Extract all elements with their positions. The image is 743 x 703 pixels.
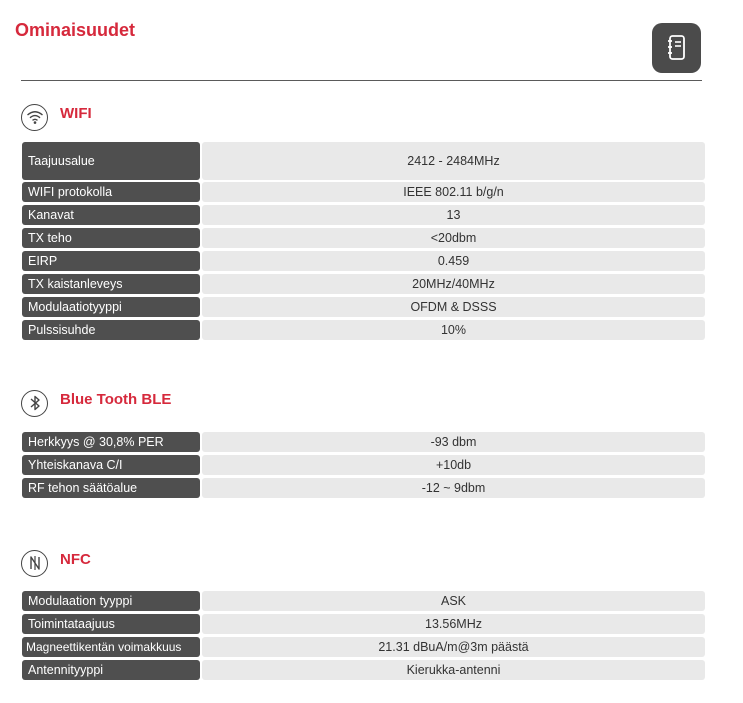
spec-label: TX kaistanleveys xyxy=(22,274,200,294)
wifi-icon xyxy=(21,104,48,131)
document-icon xyxy=(665,34,689,62)
spec-value: +10db xyxy=(202,455,705,475)
spec-label: Yhteiskanava C/I xyxy=(22,455,200,475)
spec-label: EIRP xyxy=(22,251,200,271)
bluetooth-icon xyxy=(21,390,48,417)
spec-value: -93 dbm xyxy=(202,432,705,452)
spec-label: Antennityyppi xyxy=(22,660,200,680)
wifi-spec-table xyxy=(22,142,705,340)
spec-row xyxy=(22,455,705,475)
spec-row xyxy=(22,637,705,657)
spec-value: 2412 - 2484MHz xyxy=(202,142,705,180)
bluetooth-spec-table xyxy=(22,432,705,498)
spec-row xyxy=(22,228,705,248)
spec-row xyxy=(22,274,705,294)
spec-row xyxy=(22,614,705,634)
spec-value: IEEE 802.11 b/g/n xyxy=(202,182,705,202)
spec-label: RF tehon säätöalue xyxy=(22,478,200,498)
spec-label: Modulaation tyyppi xyxy=(22,591,200,611)
spec-label: Magneettikentän voimakkuus xyxy=(22,637,200,657)
spec-value: <20dbm xyxy=(202,228,705,248)
spec-label: Pulssisuhde xyxy=(22,320,200,340)
spec-row xyxy=(22,182,705,202)
spec-row xyxy=(22,660,705,680)
spec-row xyxy=(22,251,705,271)
spec-label: Modulaatiotyyppi xyxy=(22,297,200,317)
spec-value: ASK xyxy=(202,591,705,611)
spec-value: 20MHz/40MHz xyxy=(202,274,705,294)
title-divider xyxy=(21,80,702,81)
nfc-section-title: NFC xyxy=(60,550,91,568)
spec-value: 0.459 xyxy=(202,251,705,271)
spec-row xyxy=(22,205,705,225)
nfc-icon xyxy=(21,550,48,577)
spec-value: Kierukka-antenni xyxy=(202,660,705,680)
spec-row xyxy=(22,432,705,452)
page-title: Ominaisuudet xyxy=(15,20,136,40)
nfc-spec-table xyxy=(22,591,705,680)
spec-value: OFDM & DSSS xyxy=(202,297,705,317)
spec-value: -12 ~ 9dbm xyxy=(202,478,705,498)
spec-value: 10% xyxy=(202,320,705,340)
spec-label: Toimintataajuus xyxy=(22,614,200,634)
bluetooth-section-header xyxy=(21,386,171,420)
wifi-section-header xyxy=(21,100,92,134)
spec-row xyxy=(22,320,705,340)
spec-label: Taajuusalue xyxy=(22,142,200,180)
spec-label: TX teho xyxy=(22,228,200,248)
document-icon-button[interactable] xyxy=(652,23,701,73)
wifi-section-title: WIFI xyxy=(60,104,92,122)
nfc-section-header xyxy=(21,546,91,580)
spec-value: 13 xyxy=(202,205,705,225)
bluetooth-section-title: Blue Tooth BLE xyxy=(60,390,172,408)
spec-row xyxy=(22,142,705,180)
spec-value: 13.56MHz xyxy=(202,614,705,634)
spec-label: Kanavat xyxy=(22,205,200,225)
spec-label: WIFI protokolla xyxy=(22,182,200,202)
spec-value: 21.31 dBuA/m@3m päästä xyxy=(202,637,705,657)
spec-row xyxy=(22,478,705,498)
spec-row xyxy=(22,297,705,317)
spec-row xyxy=(22,591,705,611)
spec-label: Herkkyys @ 30,8% PER xyxy=(22,432,200,452)
